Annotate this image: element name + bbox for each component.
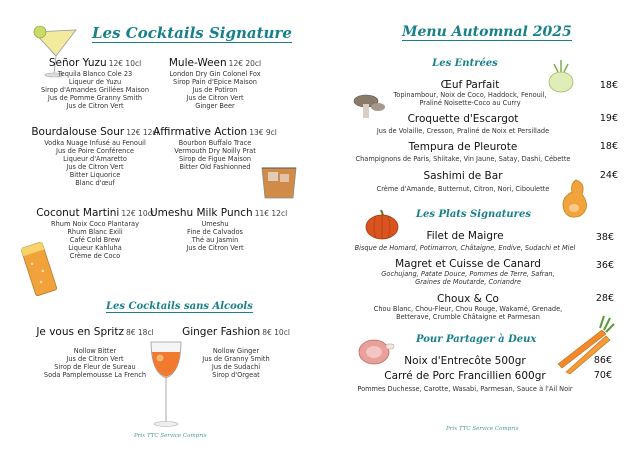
ingredient: Café Cold Brew bbox=[69, 236, 121, 245]
ingredient: Jus de Poire Conférence bbox=[56, 147, 134, 156]
menu-item bbox=[360, 79, 580, 107]
ingredient: Jus de Citron Vert bbox=[66, 163, 124, 172]
ingredient: Sirop Pain d'Epice Maison bbox=[173, 78, 257, 87]
section-title: Pour Partager à Deux bbox=[416, 334, 537, 345]
dish-name: Sashimi de Bar bbox=[423, 170, 503, 182]
menu-item bbox=[360, 370, 570, 382]
ingredient: Fine de Calvados bbox=[187, 228, 243, 237]
dish-description: Pommes Duchesse, Carotte, Wasabi, Parmesan, Sauce à l'Ail Noir bbox=[357, 385, 573, 393]
page-title: Les Cocktails Signature bbox=[92, 24, 292, 42]
dish-price: 24€ bbox=[599, 170, 618, 181]
ingredient: Vodka Nuage Infusé au Fenouil bbox=[44, 139, 146, 147]
tall-glass-illustration bbox=[16, 238, 62, 300]
page-title: Menu Automnal 2025 bbox=[402, 24, 572, 40]
ingredient: Jus de Citron Vert bbox=[66, 102, 124, 111]
ingredient: Crème de Coco bbox=[69, 252, 121, 261]
cocktail-name: Umeshu Milk Punch 11€ 12cl bbox=[150, 207, 288, 219]
dish-description: Bisque de Homard, Potimarron, Châtaigne, Endive, Sudachi et Miel bbox=[354, 244, 576, 252]
dish-name: Œuf Parfait bbox=[440, 79, 500, 91]
ingredient: Jus de Citron Vert bbox=[66, 355, 124, 364]
cocktail-name: Coconut Martini 12€ 10cl bbox=[36, 207, 154, 219]
section-title: Les Entrées bbox=[432, 58, 498, 69]
dish-price: 70€ bbox=[593, 370, 612, 381]
cocktail-item bbox=[20, 126, 170, 188]
ingredient: Jus de Citron Vert bbox=[186, 94, 244, 103]
ingredient: Bitter Old Fashionned bbox=[179, 163, 251, 172]
menu-item bbox=[360, 355, 570, 367]
dish-description: Topinambour, Noix de Coco, Haddock, Fenouil, bbox=[393, 91, 547, 99]
cocktail-item bbox=[30, 326, 160, 379]
menu-item bbox=[348, 141, 578, 163]
dish-price: 18€ bbox=[599, 80, 618, 91]
ingredient: Jus de Sudachi bbox=[211, 363, 261, 372]
menu-item bbox=[340, 230, 590, 252]
dish-name: Choux & Co bbox=[437, 293, 499, 305]
cocktail-item bbox=[150, 57, 280, 110]
cocktail-item bbox=[20, 57, 170, 110]
ingredient: Soda Pamplemousse La French bbox=[43, 371, 147, 380]
dish-name: Magret et Cuisse de Canard bbox=[395, 258, 541, 270]
ingredient: Nollow Ginger bbox=[212, 347, 260, 355]
ingredient: Tequila Blanco Cole 23 bbox=[57, 70, 133, 78]
price-note: Prix TTC Service Compris bbox=[446, 426, 519, 432]
whisky-glass-illustration bbox=[258, 160, 300, 202]
cocktail-item bbox=[176, 326, 296, 379]
ingredient: Thé au Jasmin bbox=[191, 236, 239, 245]
ingredient: Sirop d'Amandes Grillées Maison bbox=[41, 86, 149, 95]
ingredient: Vermouth Dry Noilly Prat bbox=[174, 147, 256, 156]
dish-price: 36€ bbox=[595, 260, 614, 271]
cocktail-name: Je vous en Spritz 8€ 18cl bbox=[36, 326, 154, 338]
cocktail-name: Bourdalouse Sour 12€ 12cl bbox=[31, 126, 159, 138]
dish-price: 28€ bbox=[595, 293, 614, 304]
dish-price: 38€ bbox=[595, 232, 614, 243]
dish-name: Filet de Maigre bbox=[426, 230, 504, 242]
ingredient: Jus de Granny Smith bbox=[202, 355, 270, 364]
menu-item bbox=[350, 385, 580, 393]
ingredient: Bourbon Buffalo Trace bbox=[178, 139, 252, 147]
ingredient: Jus de Pomme Granny Smith bbox=[47, 94, 143, 103]
menu-item bbox=[348, 113, 578, 135]
cocktail-name: Ginger Fashion 8€ 10cl bbox=[182, 326, 290, 338]
cocktail-name: Mule-Ween 12€ 20cl bbox=[168, 57, 262, 69]
ingredient: Sirop de Figue Maison bbox=[178, 155, 252, 164]
dish-name: Carré de Porc Francillien 600gr bbox=[384, 370, 546, 382]
ingredient: London Dry Gin Colonel Fox bbox=[169, 70, 261, 78]
menu-item bbox=[348, 258, 588, 286]
ingredient: Liqueur Kahluha bbox=[68, 244, 122, 253]
dish-description: Jus de Volaille, Cresson, Praliné de Noix et Persillade bbox=[376, 127, 550, 135]
dish-name: Croquette d'Escargot bbox=[407, 113, 519, 125]
dish-price: 19€ bbox=[599, 113, 618, 124]
dish-price: 86€ bbox=[593, 355, 612, 366]
ingredient: Sirop d'Orgeat bbox=[212, 371, 260, 380]
ingredient: Jus de Citron Vert bbox=[186, 244, 244, 253]
dish-description: Champignons de Paris, Shiitake, Vin Jaune, Satay, Dashi, Cébette bbox=[355, 155, 571, 163]
dish-description: Betterave, Crumble Châtaigne et Parmesan bbox=[396, 313, 540, 321]
section-title: Les Cocktails sans Alcools bbox=[106, 301, 253, 312]
ingredient: Bitter Liquorice bbox=[69, 171, 121, 180]
price-note: Prix TTC Service Compris bbox=[134, 433, 207, 439]
section-title: Les Plats Signatures bbox=[416, 209, 531, 220]
dish-description: Chou Blanc, Chou-Fleur, Chou Rouge, Wakamé, Grenade, bbox=[373, 305, 563, 313]
spritz-glass-illustration bbox=[146, 338, 186, 430]
ingredient: Nollow Bitter bbox=[73, 347, 117, 355]
butternut-illustration bbox=[556, 178, 592, 220]
dish-description: Graines de Moutarde, Coriandre bbox=[415, 278, 521, 286]
dish-price: 18€ bbox=[599, 141, 618, 152]
ingredient: Ginger Beer bbox=[195, 102, 235, 111]
ingredient: Sirop de Fleur de Sureau bbox=[54, 363, 136, 372]
ingredient: Rhum Blanc Exili bbox=[67, 228, 123, 237]
ingredient: Blanc d'œuf bbox=[75, 179, 115, 188]
menu-page bbox=[320, 0, 640, 452]
dish-name: Tempura de Pleurote bbox=[408, 141, 518, 153]
dish-description: Crème d'Amande, Butternut, Citron, Nori, Ciboulette bbox=[376, 185, 550, 193]
menu-item bbox=[348, 170, 578, 193]
dish-description: Gochujang, Patate Douce, Pommes de Terre, Safran, bbox=[381, 270, 555, 278]
ingredient: Rhum Noix Coco Plantaray bbox=[51, 220, 139, 228]
ingredient: Umeshu bbox=[201, 220, 229, 228]
dish-name: Noix d'Entrecôte 500gr bbox=[404, 355, 526, 367]
ingredient: Liqueur de Yuzu bbox=[68, 78, 122, 87]
cocktail-name: Señor Yuzu 12€ 10cl bbox=[48, 57, 142, 69]
ingredient: Jus de Potiron bbox=[192, 86, 238, 95]
cocktail-item bbox=[150, 207, 288, 253]
ingredient: Liqueur d'Amaretto bbox=[63, 155, 127, 164]
cocktail-name: Affirmative Action 13€ 9cl bbox=[153, 126, 277, 138]
dish-description: Praliné Noisette-Coco au Curry bbox=[419, 99, 521, 107]
